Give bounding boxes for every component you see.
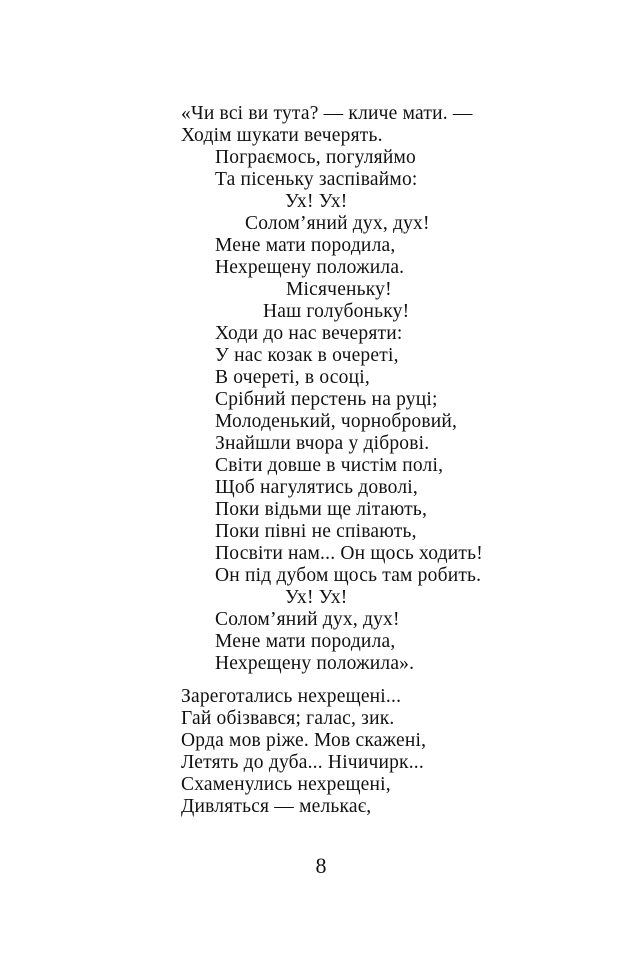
poem-line: Ух! Ух! [285,191,348,212]
poem-line: Нехрещену положила». [215,653,415,674]
poem-line: Ходи до нас вечеряти: [215,323,403,344]
poem-line: Світи довше в чистім полі, [215,455,444,476]
poem-line: Пограємось, погуляймо [215,147,416,168]
poem-line: Орда мов ріже. Мов скажені, [181,730,427,751]
poem-line: Солом’яний дух, дух! [245,213,430,234]
poem-line: Посвіти нам... Он щось ходить! [215,543,483,564]
poem-line: Ходім шукати вечерять. [181,125,383,146]
poem-line: Знайшли вчора у діброві. [215,433,430,454]
poem-line: Поки відьми ще літають, [215,499,428,520]
poem-line: Мене мати породила, [215,631,396,652]
poem-line: Місяченьку! [286,279,392,300]
poem-line: Нехрещену положила. [215,257,405,278]
poem-line: Щоб нагулятись доволі, [215,477,418,498]
poem-line: Он під дубом щось там робить. [215,565,482,586]
poem-line: Поки півні не співають, [215,521,417,542]
poem-line: У нас козак в очереті, [215,345,399,366]
poem-line: Зареготались нехрещені... [181,686,402,707]
poem-line: Дивляться — мелькає, [181,796,372,817]
poem-line: Солом’яний дух, дух! [215,609,400,630]
page-number: 8 [315,853,327,878]
poem-line: Мене мати породила, [215,235,396,256]
poem-line: Молоденький, чорнобровий, [215,411,458,432]
poem-line: Срібний перстень на руці; [215,389,438,410]
poem-line: Схаменулись нехрещені, [181,774,391,795]
poem-line: Наш голубоньку! [263,301,410,322]
poem-line: В очереті, в осоці, [215,367,370,388]
poem-line: Та пісеньку заспіваймо: [215,169,418,190]
poem-line: Гай обізвався; галас, зик. [181,708,395,729]
poem-line: «Чи всі ви тута? — кличе мати. — [181,103,473,124]
poem-line: Ух! Ух! [285,587,348,608]
poem-line: Летять до дуба... Нічичирк... [181,752,424,773]
